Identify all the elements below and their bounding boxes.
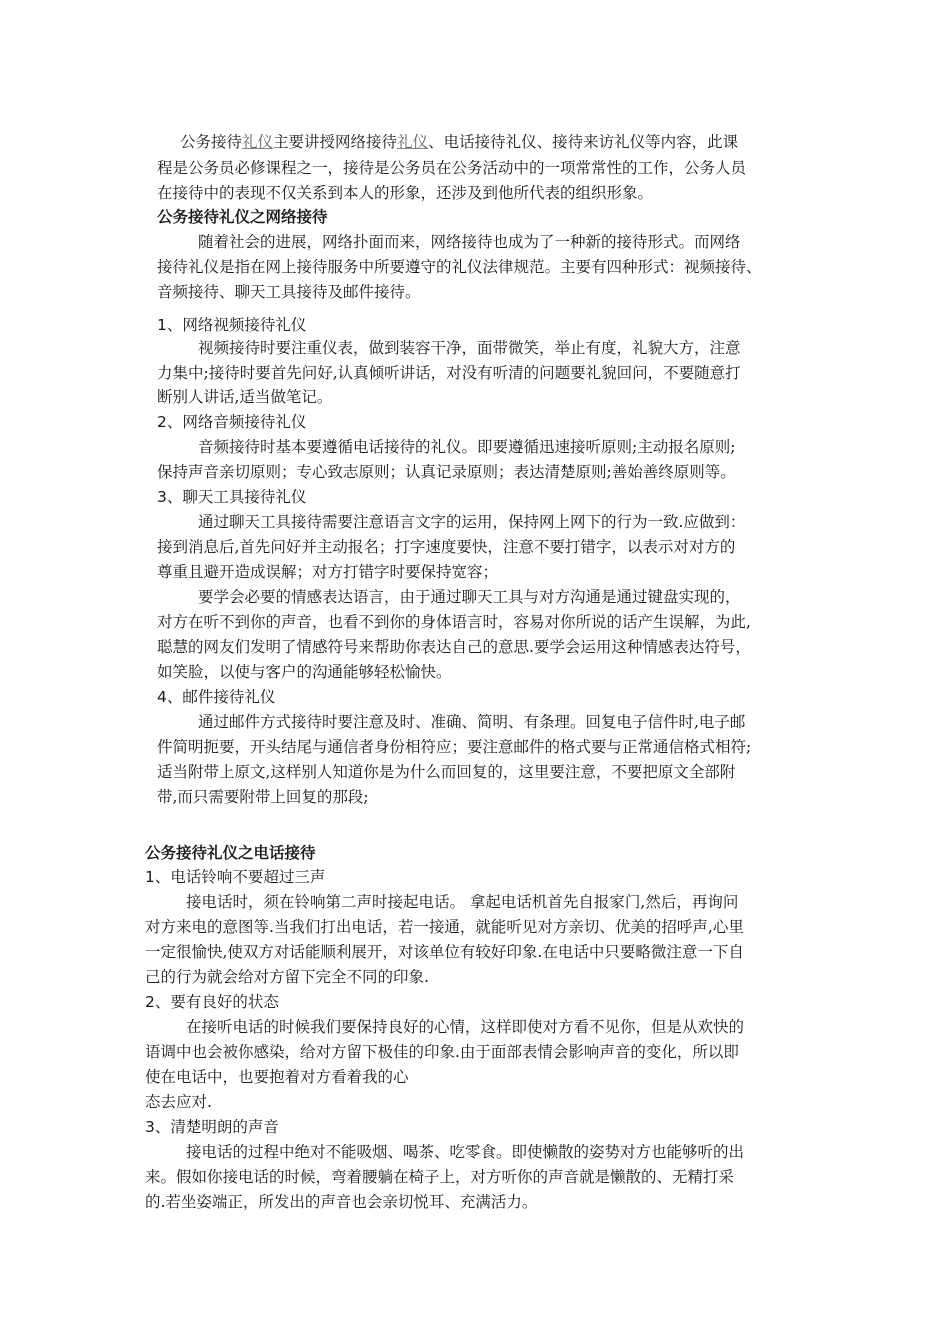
intro-text: 主要讲授网络接待	[273, 133, 398, 151]
paragraph-line: 适当附带上原文,这样别人知道你是为什么而回复的，这里要注意，不要把原文全部附	[157, 763, 736, 781]
intro-line-1	[180, 131, 738, 153]
paragraph-line: 断别人讲话,适当做笔记。	[157, 388, 333, 406]
subsection-title: 1、网络视频接待礼仪	[157, 316, 307, 334]
intro-text: 、电话接待礼仪、接待来访礼仪等内容，此课	[428, 133, 739, 151]
paragraph-line: 在接听电话的时候我们要保持良好的心情，这样即使对方看不见你，但是从欢快的	[186, 1018, 745, 1036]
intro-line-2: 程是公务员必修课程之一，接待是公务员在公务活动中的一项常常性的工作，公务人员	[157, 159, 747, 177]
paragraph-line: 来。假如你接电话的时候，弯着腰躺在椅子上，对方听你的声音就是懒散的、无精打采	[145, 1168, 735, 1186]
section-title-network: 公务接待礼仪之网络接待	[157, 208, 328, 226]
intro-line-3: 在接待中的表现不仅关系到本人的形象，还涉及到他所代表的组织形象。	[157, 184, 654, 202]
paragraph-line: 保持声音亲切原则；专心致志原则；认真记录原则；表达清楚原则;善始善终原则等。	[157, 463, 736, 481]
subsection-title: 2、网络音频接待礼仪	[157, 413, 307, 431]
paragraph-line: 聪慧的网友们发明了情感符号来帮助你表达自己的意思.要学会运用这种情感表达符号，	[157, 638, 751, 656]
paragraph-line: 接电话的过程中绝对不能吸烟、喝茶、吃零食。即使懒散的姿势对方也能够听的出	[186, 1143, 745, 1161]
paragraph-line: 态去应对.	[145, 1093, 212, 1111]
etiquette-link[interactable]: 礼仪	[397, 133, 429, 151]
paragraph-line: 音频接待时基本要遵循电话接待的礼仪。即要遵循迅速接听原则;主动报名原则;	[198, 438, 736, 456]
paragraph-line: 通过邮件方式接待时要注意及时、准确、简明、有条理。回复电子信件时,电子邮	[198, 713, 746, 731]
paragraph-line: 尊重且避开造成误解；对方打错字时要保持宽容；	[157, 563, 499, 581]
paragraph-line: 随着社会的进展，网络扑面而来，网络接待也成为了一种新的接待形式。而网络	[198, 233, 741, 251]
paragraph-line: 使在电话中，也要抱着对方看着我的心	[145, 1068, 409, 1086]
paragraph-line: 一定很愉快,使双方对话能顺利展开，对该单位有较好印象.在电话中只要略微注意一下自	[145, 943, 744, 961]
subsection-title: 3、清楚明朗的声音	[145, 1118, 279, 1136]
paragraph-line: 要学会必要的情感表达语言，由于通过聊天工具与对方沟通是通过键盘实现的，	[198, 588, 741, 606]
paragraph-line: 语调中也会被你感染，给对方留下极佳的印象.由于面部表情会影响声音的变化，所以即	[145, 1043, 739, 1061]
paragraph-line: 带,而只需要附带上回复的那段;	[157, 788, 369, 806]
paragraph-line: 接电话时，须在铃响第二声时接起电话。 拿起电话机首先自报家门,然后，再询问	[186, 893, 739, 911]
subsection-title: 4、邮件接待礼仪	[157, 688, 276, 706]
intro-text: 公务接待	[180, 133, 243, 151]
paragraph-line: 音频接待、聊天工具接待及邮件接待。	[157, 283, 421, 301]
paragraph-line: 接待礼仪是指在网上接待服务中所要遵守的礼仪法律规范。主要有四种形式：视频接待、	[157, 258, 762, 276]
paragraph-line: 接到消息后,首先问好并主动报名；打字速度要快，注意不要打错字，以表示对对方的	[157, 538, 736, 556]
subsection-title: 1、电话铃响不要超过三声	[145, 868, 326, 886]
paragraph-line: 如笑脸，以使与客户的沟通能够轻松愉快。	[157, 663, 452, 681]
subsection-title: 3、聊天工具接待礼仪	[157, 488, 307, 506]
paragraph-line: 件简明扼要，开头结尾与通信者身份相符应；要注意邮件的格式要与正常通信格式相符;	[157, 738, 752, 756]
paragraph-line: 对方在听不到你的声音，也看不到你的身体语言时，容易对你所说的话产生误解，为此,	[157, 613, 751, 631]
paragraph-line: 己的行为就会给对方留下完全不同的印象.	[145, 968, 429, 986]
paragraph-line: 视频接待时要注重仪表，做到装容干净，面带微笑，举止有度，礼貌大方，注意	[198, 339, 741, 357]
section-title-phone: 公务接待礼仪之电话接待	[145, 844, 316, 862]
paragraph-line: 力集中;接待时要首先问好,认真倾听讲话，对没有听清的问题要礼貌回问，不要随意打	[157, 364, 741, 382]
etiquette-link[interactable]: 礼仪	[242, 133, 274, 151]
paragraph-line: 通过聊天工具接待需要注意语言文字的运用，保持网上网下的行为一致.应做到：	[198, 513, 746, 531]
subsection-title: 2、要有良好的状态	[145, 993, 279, 1011]
paragraph-line: 对方来电的意图等.当我们打出电话，若一接通，就能听见对方亲切、优美的招呼声,心里	[145, 918, 744, 936]
paragraph-line: 的.若坐姿端正，所发出的声音也会亲切悦耳、充满活力。	[145, 1193, 538, 1211]
